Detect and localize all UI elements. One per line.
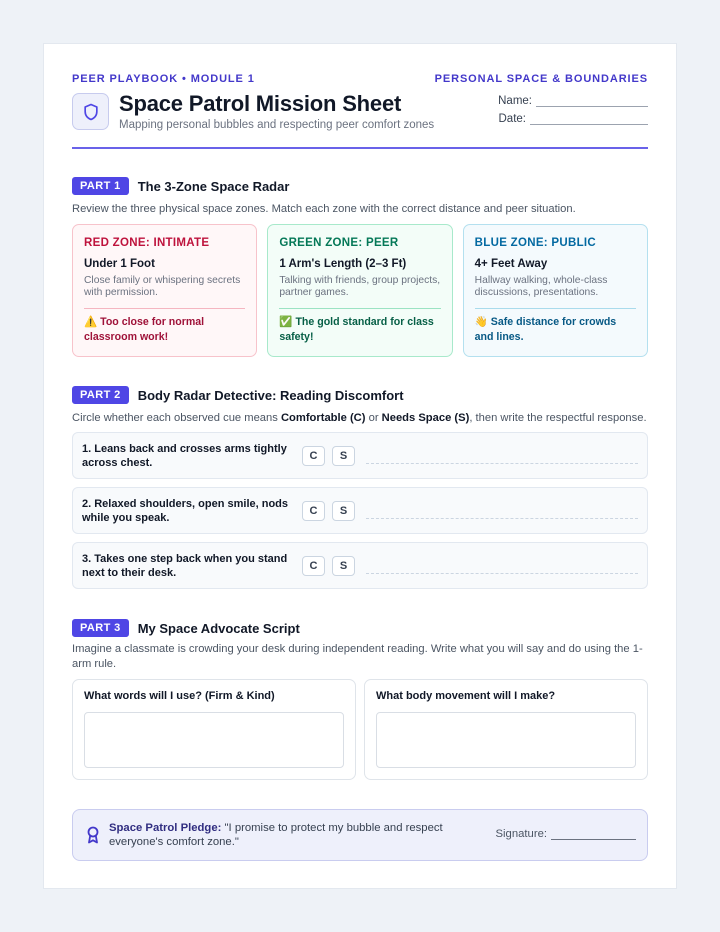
part2-instructions bbox=[72, 411, 648, 426]
zone-distance: 4+ Feet Away bbox=[474, 258, 548, 270]
cue-text: 2. Relaxed shoulders, open smile, nods while you speak. bbox=[82, 498, 289, 524]
part2-title: Body Radar Detective: Reading Discomfort bbox=[137, 387, 404, 403]
zone-description: Close family or whispering secrets with permission. bbox=[84, 275, 241, 298]
response-line[interactable] bbox=[366, 463, 638, 464]
movement-question: What body movement will I make? bbox=[376, 690, 556, 702]
choice-s-button[interactable]: S bbox=[332, 501, 355, 521]
instr-text: , then write the respectful response. bbox=[469, 412, 647, 424]
part1-title: The 3-Zone Space Radar bbox=[137, 178, 290, 194]
zone-description: Talking with friends, group projects, partner games. bbox=[279, 275, 441, 298]
zone-note: ✅ The gold standard for class safety! bbox=[279, 316, 434, 343]
zone-name: RED ZONE: INTIMATE bbox=[84, 237, 210, 249]
part3-badge: PART 3 bbox=[72, 619, 129, 637]
movement-answer-area[interactable] bbox=[376, 712, 636, 768]
signature-field[interactable] bbox=[496, 828, 637, 840]
zone-divider bbox=[475, 308, 636, 309]
choice-c-button[interactable]: C bbox=[302, 501, 325, 521]
part2-badge: PART 2 bbox=[72, 386, 129, 404]
zone-name: BLUE ZONE: PUBLIC bbox=[474, 237, 597, 249]
name-field[interactable] bbox=[498, 95, 648, 107]
cue-text: 3. Takes one step back when you stand next to their desk. bbox=[82, 553, 288, 579]
response-line[interactable] bbox=[366, 573, 638, 574]
words-box bbox=[72, 679, 356, 780]
date-line[interactable] bbox=[530, 116, 648, 125]
cue-row bbox=[72, 487, 648, 534]
movement-box bbox=[364, 679, 648, 780]
name-label: Name: bbox=[498, 95, 532, 107]
part3-header bbox=[72, 619, 300, 637]
pledge-text bbox=[109, 821, 454, 849]
response-line[interactable] bbox=[366, 518, 638, 519]
cue-row bbox=[72, 542, 648, 589]
worksheet-page bbox=[43, 43, 677, 889]
name-line[interactable] bbox=[536, 98, 648, 107]
zone-note: 👋 Safe distance for crowds and lines. bbox=[474, 316, 617, 343]
instr-comfortable: Comfortable (C) bbox=[280, 412, 366, 424]
cue-row bbox=[72, 432, 648, 479]
pledge-banner bbox=[72, 809, 648, 861]
instr-text: or bbox=[365, 412, 382, 424]
shield-icon bbox=[72, 93, 109, 130]
cue-text: 1. Leans back and crosses arms tightly across chest. bbox=[82, 443, 287, 469]
zone-cards bbox=[72, 224, 648, 357]
choice-c-button[interactable]: C bbox=[302, 446, 325, 466]
zone-description: Hallway walking, whole-class discussions, presentations. bbox=[474, 275, 608, 298]
zone-divider bbox=[279, 308, 440, 309]
pledge-label: Space Patrol Pledge: bbox=[109, 822, 222, 834]
part1-badge: PART 1 bbox=[72, 177, 129, 195]
instr-needs-space: Needs Space (S) bbox=[381, 412, 470, 424]
part3-title: My Space Advocate Script bbox=[137, 620, 300, 636]
part1-header bbox=[72, 177, 289, 195]
ribbon-icon bbox=[86, 826, 100, 849]
topic-label: PERSONAL SPACE & BOUNDARIES bbox=[434, 73, 648, 85]
choice-s-button[interactable]: S bbox=[332, 446, 355, 466]
signature-line[interactable] bbox=[551, 831, 636, 840]
zone-divider bbox=[84, 308, 245, 309]
part1-instructions: Review the three physical space zones. Match each zone with the correct distance and peer situation. bbox=[72, 203, 576, 215]
zone-note: ⚠️ Too close for normal classroom work! bbox=[84, 316, 205, 343]
date-field[interactable] bbox=[499, 113, 649, 125]
zone-card-blue bbox=[463, 224, 648, 357]
choice-c-button[interactable]: C bbox=[302, 556, 325, 576]
page-title: Space Patrol Mission Sheet bbox=[119, 91, 402, 116]
part3-instructions: Imagine a classmate is crowding your desk during independent reading. Write what you will say and do using the 1-arm rule. bbox=[72, 643, 643, 670]
header-divider bbox=[72, 147, 648, 149]
pledge-statement: "I promise to protect my bubble and respect everyone's comfort zone." bbox=[109, 822, 443, 848]
zone-distance: Under 1 Foot bbox=[84, 258, 155, 270]
words-answer-area[interactable] bbox=[84, 712, 344, 768]
zone-card-green bbox=[267, 224, 452, 357]
module-kicker: PEER PLAYBOOK • MODULE 1 bbox=[72, 73, 255, 85]
zone-card-red bbox=[72, 224, 257, 357]
choice-s-button[interactable]: S bbox=[332, 556, 355, 576]
zone-name: GREEN ZONE: PEER bbox=[279, 237, 399, 249]
instr-text: Circle whether each observed cue means bbox=[72, 412, 281, 424]
words-question: What words will I use? (Firm & Kind) bbox=[84, 690, 275, 702]
zone-distance: 1 Arm's Length (2–3 Ft) bbox=[279, 258, 407, 270]
part2-header bbox=[72, 386, 404, 404]
signature-label: Signature: bbox=[495, 828, 547, 840]
date-label: Date: bbox=[498, 113, 526, 125]
page-subtitle: Mapping personal bubbles and respecting peer comfort zones bbox=[119, 119, 435, 131]
